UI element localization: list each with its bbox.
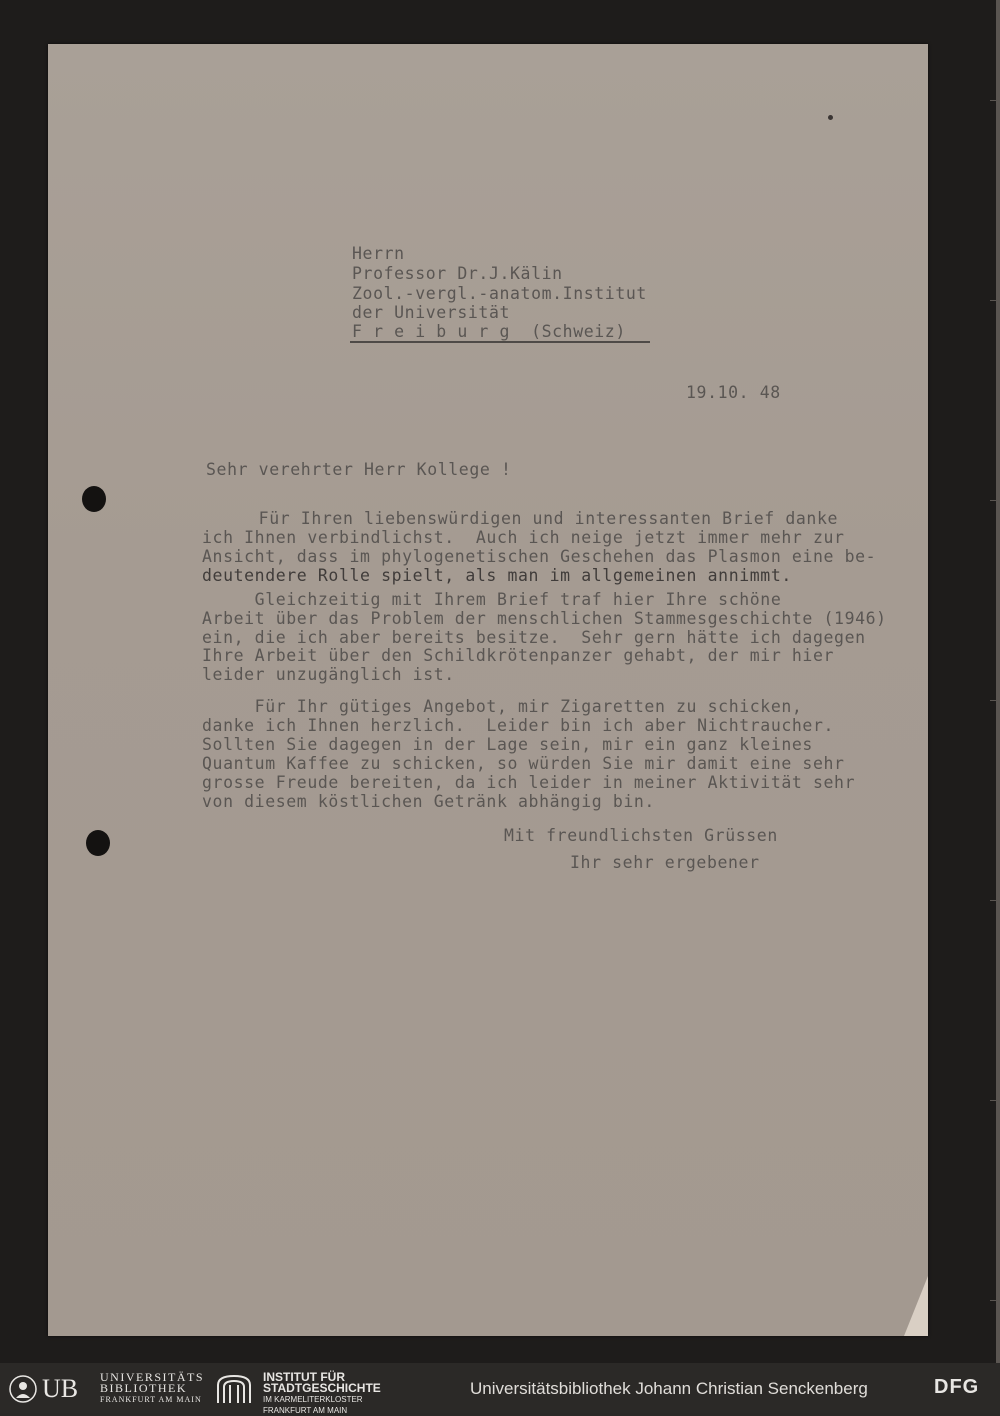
ub-logo-text: UB [42,1374,79,1403]
paragraph-line: von diesem köstlichen Getränk abhängig bin. [202,792,655,811]
address-city: F r e i b u r g (Schweiz) [352,322,626,341]
isg-line: FRANKFURT AM MAIN [263,1406,348,1415]
ub-logo[interactable] [8,1374,79,1404]
paragraph-line: Ihre Arbeit über den Schildkrötenpanzer gehabt, der mir hier [202,646,835,665]
scan-ruler [996,0,1000,1363]
paragraph-line: danke ich Ihnen herzlich. Leider bin ich aber Nichtraucher. [202,716,835,735]
paragraph-line: grosse Freude bereiten, da ich leider in meiner Aktivität sehr [202,773,856,792]
address-underline [350,341,650,343]
ub-line: UNIVERSITÄTS [100,1370,204,1384]
ruler-tick [990,500,996,501]
isg-line: INSTITUT FÜR [263,1370,345,1384]
ub-seal-icon [8,1374,38,1404]
salutation: Sehr verehrter Herr Kollege ! [206,460,512,479]
address-line: Zool.-vergl.-anatom.Institut [352,284,647,303]
paragraph-line: Gleichzeitig mit Ihrem Brief traf hier Ihre schöne [202,590,782,609]
closing-line: Ihr sehr ergebener [570,853,760,872]
punch-hole-bottom [86,830,110,856]
paragraph-line: Für Ihr gütiges Angebot, mir Zigaretten zu schicken, [202,697,803,716]
paragraph-line: ich Ihnen verbindlichst. Auch ich neige jetzt immer mehr zur [202,528,845,547]
ruler-tick [990,1100,996,1101]
paragraph-line: Arbeit über das Problem der menschlichen Stammesgeschichte (1946) [202,609,887,628]
ruler-tick [990,700,996,701]
isg-arch-icon[interactable] [214,1373,254,1405]
paragraph-line: Sollten Sie dagegen in der Lage sein, mir ein ganz kleines [202,735,813,754]
paragraph-line: ein, die ich aber bereits besitze. Sehr gern hätte ich dagegen [202,628,866,647]
paragraph-line: deutendere Rolle spielt, als man im allgemeinen annimmt. [202,566,792,585]
isg-name [263,1372,381,1416]
letter-date: 19.10. 48 [686,383,781,402]
address-line: Herrn [352,244,405,263]
address-line: Professor Dr.J.Kälin [352,264,563,283]
paragraph-line: leider unzugänglich ist. [202,665,455,684]
paragraph-line: Quantum Kaffee zu schicken, so würden Sie mir damit eine sehr [202,754,845,773]
library-title: Universitätsbibliothek Johann Christian Senckenberg [470,1379,868,1398]
ruler-tick [990,1300,996,1301]
paragraph-line: Für Ihren liebenswürdigen und interessanten Brief danke [206,509,839,528]
paragraph-line: Ansicht, dass im phylogenetischen Geschehen das Plasmon eine be- [202,547,877,566]
isg-line: IM KARMELITERKLOSTER [263,1395,363,1404]
ruler-tick [990,300,996,301]
punch-hole-top [82,486,106,512]
dfg-logo[interactable]: DFG [934,1376,980,1398]
ruler-tick [990,100,996,101]
isg-line: STADTGESCHICHTE [263,1381,381,1395]
ub-name [100,1372,204,1405]
ub-line: FRANKFURT AM MAIN [100,1395,202,1404]
footer-bar [0,1363,1000,1413]
address-line: der Universität [352,303,511,322]
closing-line: Mit freundlichsten Grüssen [504,826,778,845]
letter-page [48,44,928,1336]
folded-corner [904,1276,928,1336]
paper-speck [828,115,833,120]
ub-line: BIBLIOTHEK [100,1381,187,1395]
ruler-tick [990,900,996,901]
